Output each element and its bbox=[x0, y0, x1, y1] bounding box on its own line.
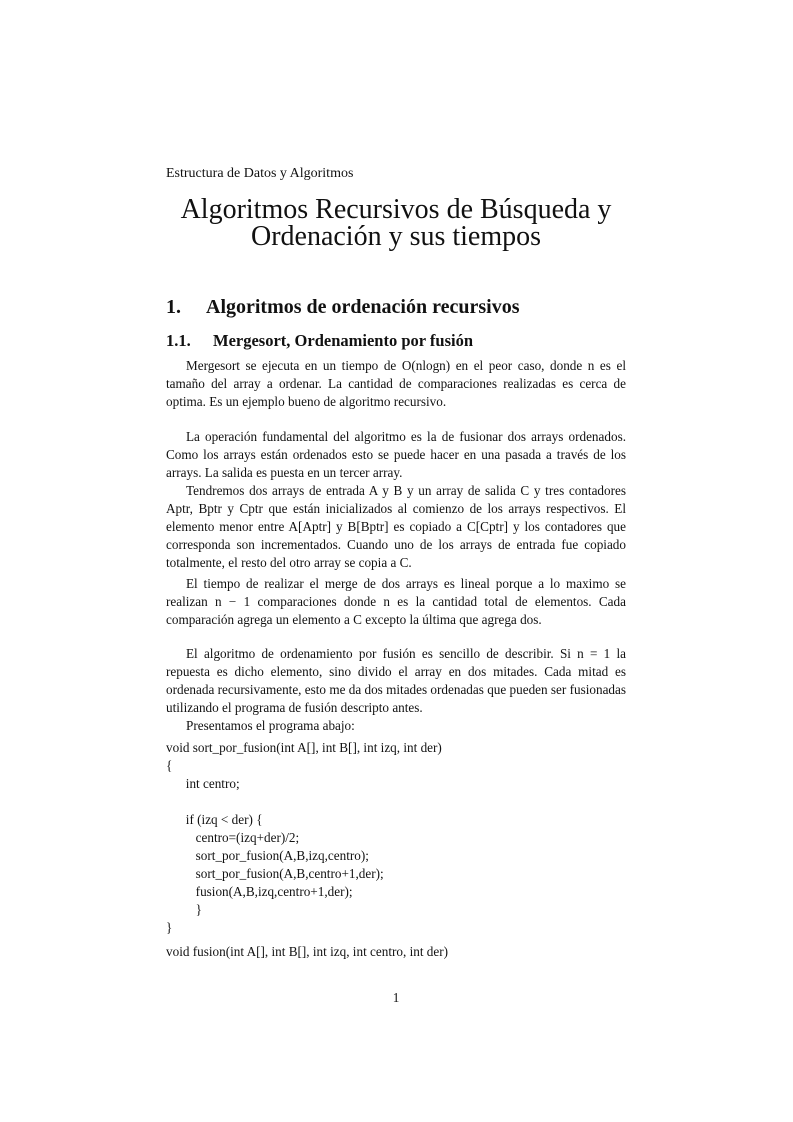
paragraph-block bbox=[166, 645, 626, 735]
subsection-heading bbox=[166, 331, 473, 351]
subsection-number: 1.1. bbox=[166, 331, 191, 350]
code-sort-por-fusion: void sort_por_fusion(int A[], int B[], int izq, int der) { int centro; if (izq < der) { centro=(izq+der)/2; sort_por_fusion(A,B,izq,centro); sort_por_fusion(A,B,centro+1,der); fusion(A,B,izq,centro+1,der); } } bbox=[166, 740, 442, 935]
paragraph-algorithm-description: El algoritmo de ordenamiento por fusión es sencillo de describir. Si n = 1 la repuesta es dicho elemento, sino divido el array en dos mitades. Cada mitad es ordenada recursivamente, esto me da dos mitades ordenadas que pueden ser fusionadas utilizando el programa de fusión descripto antes. bbox=[166, 646, 626, 715]
document-title: Algoritmos Recursivos de Búsqueda y Ordenación y sus tiempos bbox=[180, 194, 612, 252]
subsection-title: Mergesort, Ordenamiento por fusión bbox=[213, 331, 473, 350]
paragraph-program-intro: Presentamos el programa abajo: bbox=[186, 718, 355, 733]
course-name: Estructura de Datos y Algoritmos bbox=[166, 166, 354, 181]
paragraph-block bbox=[166, 575, 626, 629]
section-heading bbox=[166, 296, 520, 319]
paragraph-block bbox=[166, 357, 626, 411]
paragraph-mergesort-intro: Mergesort se ejecuta en un tiempo de O(nlogn) en el peor caso, donde n es el tamaño del array a ordenar. La cantidad de comparaciones realizadas es cerca de optima. Es un ejemplo bueno de algoritmo recursivo. bbox=[166, 358, 626, 409]
paragraph-merge-operation: La operación fundamental del algoritmo es la de fusionar dos arrays ordenados. Como los arrays están ordenados esto se puede hacer en una pasada a través de los arrays. La salida es puesta en un tercer array. bbox=[166, 429, 626, 480]
section-title: Algoritmos de ordenación recursivos bbox=[206, 296, 520, 318]
paragraph-block bbox=[166, 428, 626, 572]
section-number: 1. bbox=[166, 296, 181, 318]
paragraph-merge-counters: Tendremos dos arrays de entrada A y B y un array de salida C y tres contadores Aptr, Bptr y Cptr que están inicializados al comienzo de los arrays respectivos. El elemento menor entre A[Aptr] y B[Bptr] es copiado a C[Cptr] y los contadores que corresponda son incrementados. Cuando uno de los arrays de entrada fue copiado totalmente, el resto del otro array se copia a C. bbox=[166, 483, 626, 570]
code-fusion-signature: void fusion(int A[], int B[], int izq, int centro, int der) bbox=[166, 944, 449, 959]
paragraph-merge-time: El tiempo de realizar el merge de dos arrays es lineal porque a lo maximo se realizan n − 1 comparaciones donde n es la cantidad total de elementos. Cada comparación agrega un elemento a C excepto la última que agrega dos. bbox=[166, 576, 626, 627]
page-number: 1 bbox=[392, 990, 400, 1005]
